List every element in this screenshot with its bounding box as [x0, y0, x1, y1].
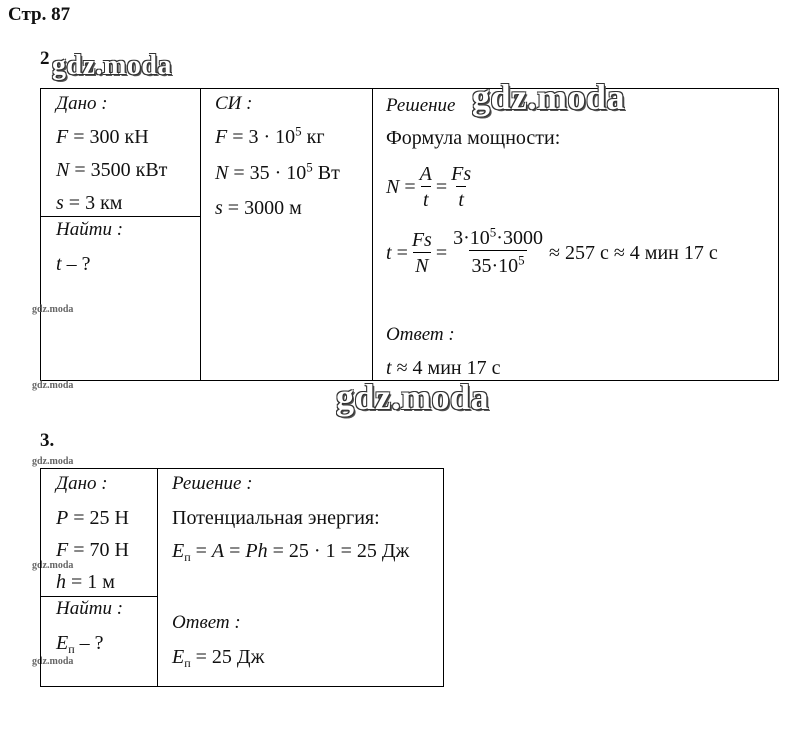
column-divider: [157, 468, 158, 687]
page-title: Стр. 87: [8, 4, 71, 25]
given-weight: P = 25 Н: [56, 507, 129, 529]
given-force: F = 70 Н: [56, 539, 129, 561]
column-divider: [200, 88, 201, 381]
si-power: $N = 35 \cdot 10^5$ Вт: [215, 159, 340, 184]
find-energy: $E_п$ – ?: [56, 632, 104, 656]
solution-label: Решение: [386, 95, 456, 116]
watermark-small: gdz.moda: [32, 560, 74, 571]
power-formula: N = $\frac{A}{t}$ = $\frac{Fs}{t}$: [386, 163, 472, 211]
given-force: F = 300 кН: [56, 126, 149, 148]
watermark-small: gdz.moda: [32, 456, 74, 467]
answer-label: Ответ :: [386, 324, 455, 345]
si-distance: s = 3000 м: [215, 197, 302, 219]
answer-value: $E_п = 25$ Дж: [172, 646, 265, 670]
watermark-logo: gdz.moda: [472, 77, 626, 117]
watermark-logo: gdz.moda: [52, 50, 172, 81]
given-label: Дано :: [56, 93, 108, 114]
given-height: h = 1 м: [56, 571, 115, 593]
row-divider: [40, 596, 158, 597]
given-distance: s = 3 км: [56, 192, 123, 214]
problem-2-number: 2: [40, 48, 50, 69]
find-label: Найти :: [56, 598, 124, 619]
watermark-small: gdz.moda: [32, 304, 74, 315]
given-power: N = 3500 кВт: [56, 159, 168, 181]
answer-label: Ответ :: [172, 612, 241, 633]
find-time: t – ?: [56, 253, 91, 275]
find-label: Найти :: [56, 219, 124, 240]
column-divider: [372, 88, 373, 381]
row-divider: [40, 216, 201, 217]
formula-caption: Формула мощности:: [386, 127, 561, 149]
energy-caption: Потенциальная энергия:: [172, 507, 380, 529]
watermark-logo: gdz.moda: [336, 377, 490, 417]
watermark-small: gdz.moda: [32, 380, 74, 391]
si-force: $F = 3 \cdot 10^5$ кг: [215, 123, 325, 148]
answer-value: t ≈ 4 мин 17 с: [386, 357, 501, 379]
given-label: Дано :: [56, 473, 108, 494]
watermark-small: gdz.moda: [32, 656, 74, 667]
si-label: СИ :: [215, 93, 253, 114]
energy-formula: $E_п = A = Ph = 25 \cdot 1 = 25$ Дж: [172, 540, 410, 564]
problem-3-number: 3.: [40, 430, 55, 451]
time-calculation: t = $\frac{Fs}{N}$ = $\frac{3\cdot 10^5\cdot 3000}{35\cdot 10^5}$ ≈ 257 с ≈ 4 мин 17 с: [386, 226, 718, 281]
solution-label: Решение :: [172, 473, 253, 494]
